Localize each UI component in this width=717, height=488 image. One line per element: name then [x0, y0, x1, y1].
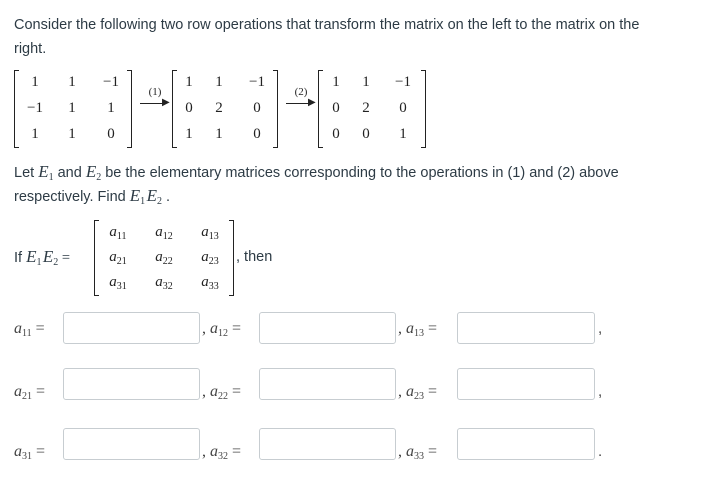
matrix-a-cell: 0 — [107, 126, 115, 142]
matrix-b-cell: 2 — [215, 100, 223, 116]
matrix-a-cell: 1 — [107, 100, 115, 116]
matrix-c-cell: 0 — [332, 100, 340, 116]
sym-a23: $a_{23}$ — [201, 249, 219, 267]
matrix-c-cell: 1 — [362, 74, 370, 90]
matrix-b-cell: 1 — [215, 74, 223, 90]
sym-a22: $a_{22}$ — [155, 249, 173, 267]
matrix-b-cell: 1 — [185, 126, 193, 142]
label-a13: , $a_{13}$ = — [398, 320, 438, 339]
comma-row1: , — [598, 320, 603, 337]
matrix-b — [172, 70, 278, 148]
matrix-b-cell: 0 — [253, 100, 261, 116]
if-label: If $E_1$ $E_2$ = — [14, 247, 71, 268]
label-a32: , $a_{32}$ = — [202, 443, 242, 462]
op2-label: (2) — [294, 86, 308, 98]
matrix-a-cell: −1 — [27, 100, 43, 116]
let-line-1: Let $E_1$ and $E_2$ be the elementary matrices corresponding to the operations in (1) and (2) above — [14, 162, 619, 183]
matrix-c-cell: 1 — [399, 126, 407, 142]
label-a33: , $a_{33}$ = — [398, 443, 438, 462]
then-text: , then — [236, 249, 273, 265]
input-a33[interactable] — [457, 428, 595, 460]
matrix-a — [14, 70, 132, 148]
input-a12[interactable] — [259, 312, 396, 344]
let-line-2: respectively. Find $E_1$ $E_2$ . — [14, 186, 171, 207]
sym-a31: $a_{31}$ — [109, 274, 127, 292]
sym-a21: $a_{21}$ — [109, 249, 127, 267]
matrix-c-cell: 2 — [362, 100, 370, 116]
sym-a13: $a_{13}$ — [201, 224, 219, 242]
sym-a33: $a_{33}$ — [201, 274, 219, 292]
matrix-c-cell: 0 — [362, 126, 370, 142]
comma-row2: , — [598, 383, 603, 400]
matrix-a-cell: 1 — [31, 74, 39, 90]
label-a12: , $a_{12}$ = — [202, 320, 242, 339]
input-a32[interactable] — [259, 428, 396, 460]
sym-a32: $a_{32}$ — [155, 274, 173, 292]
label-a22: , $a_{22}$ = — [202, 383, 242, 402]
input-a21[interactable] — [63, 368, 200, 400]
matrix-b-cell: −1 — [249, 74, 265, 90]
matrix-c-cell: 0 — [332, 126, 340, 142]
matrix-c-cell: 0 — [399, 100, 407, 116]
intro-line-1: Consider the following two row operations that transform the matrix on the left to the matrix on the — [14, 17, 640, 33]
matrix-b-cell: 0 — [253, 126, 261, 142]
matrix-a-cell: 1 — [31, 126, 39, 142]
symbolic-matrix — [94, 220, 234, 296]
intro-line-2: right. — [14, 41, 47, 57]
matrix-c-cell: −1 — [395, 74, 411, 90]
label-a31: $a_{31}$ = — [14, 443, 46, 462]
arrow-op1: (1) ▶ — [140, 86, 170, 110]
matrix-c-cell: 1 — [332, 74, 340, 90]
label-a21: $a_{21}$ = — [14, 383, 46, 402]
matrix-a-cell: 1 — [68, 100, 76, 116]
input-a31[interactable] — [63, 428, 200, 460]
sym-a12: $a_{12}$ — [155, 224, 173, 242]
input-a23[interactable] — [457, 368, 595, 400]
input-a22[interactable] — [259, 368, 396, 400]
matrix-a-cell: 1 — [68, 74, 76, 90]
matrix-b-cell: 0 — [185, 100, 193, 116]
arrow-op2: (2) ▶ — [286, 86, 316, 110]
label-a11: $a_{11}$ = — [14, 320, 45, 339]
matrix-b-cell: 1 — [185, 74, 193, 90]
matrix-a-cell: −1 — [103, 74, 119, 90]
matrix-c — [318, 70, 426, 148]
period-row3: . — [598, 443, 603, 460]
matrix-b-cell: 1 — [215, 126, 223, 142]
input-a11[interactable] — [63, 312, 200, 344]
sym-a11: $a_{11}$ — [109, 224, 127, 242]
label-a23: , $a_{23}$ = — [398, 383, 438, 402]
op1-label: (1) — [148, 86, 162, 98]
matrix-a-cell: 1 — [68, 126, 76, 142]
input-a13[interactable] — [457, 312, 595, 344]
